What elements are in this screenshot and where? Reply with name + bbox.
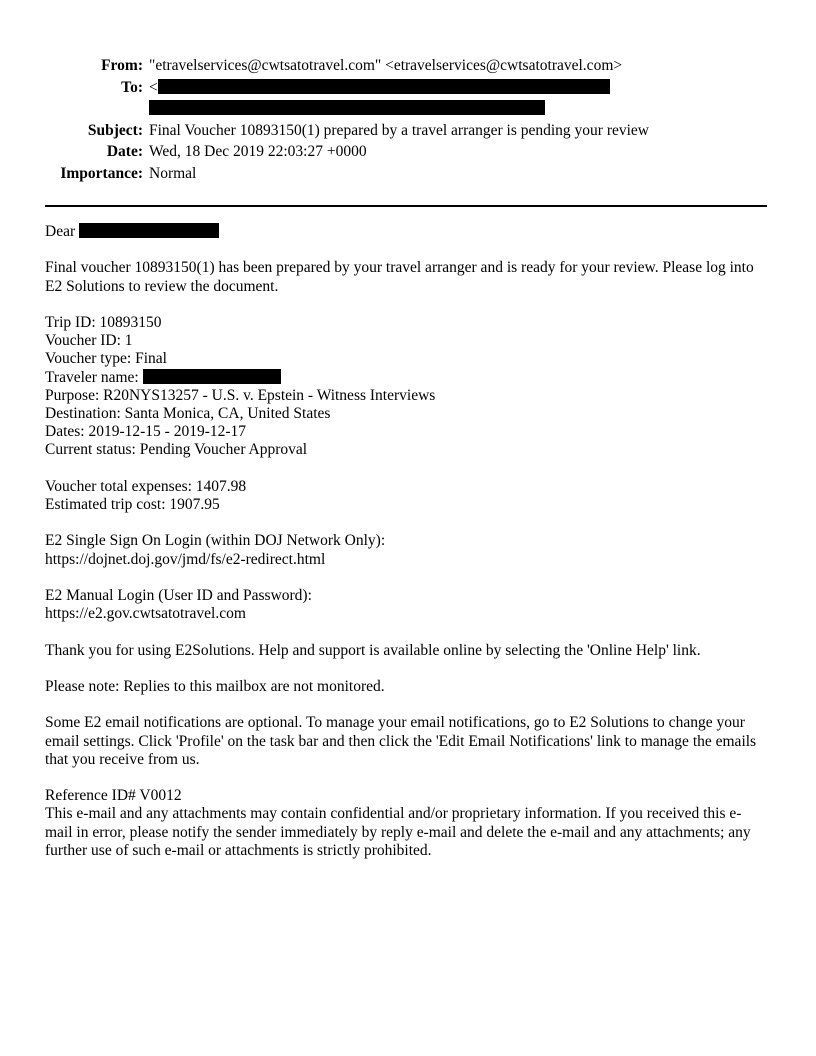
header-row-importance [45, 163, 767, 185]
destination-line: Destination: Santa Monica, CA, United States [45, 405, 331, 422]
to-redaction-bar-2 [149, 100, 545, 115]
manual-login-url: https://e2.gov.cwtsatotravel.com [45, 605, 246, 623]
header-row-subject [45, 120, 767, 142]
purpose-line: Purpose: R20NYS13257 - U.S. v. Epstein - Witness Interviews [45, 386, 436, 404]
to-redaction-bar-1 [158, 79, 610, 94]
header-row-to [45, 77, 767, 120]
greeting-redaction-bar [79, 223, 219, 238]
manual-login-block [45, 587, 767, 623]
sso-login-title: E2 Single Sign On Login (within DOJ Network Only): [45, 532, 386, 550]
manual-login-title: E2 Manual Login (User ID and Password): [45, 586, 312, 604]
sso-login-url: https://dojnet.doj.gov/jmd/fs/e2-redirect.html [45, 550, 326, 568]
reference-block [45, 787, 767, 860]
importance-label: Importance: [60, 164, 143, 182]
from-label: From: [101, 57, 143, 74]
traveler-name-redaction-bar [143, 369, 281, 384]
traveler-name-line [45, 369, 767, 387]
costs-block [45, 478, 767, 514]
trip-cost-line: Estimated trip cost: 1907.95 [45, 496, 220, 513]
reference-id-line: Reference ID# V0012 [45, 787, 182, 805]
disclaimer-text: This e-mail and any attachments may contain confidential and/or proprietary information. If you received this e-mail in error, please notify the sender immediately by reply e-mail and delete the e-mail and any attachments; any further use of such e-mail or attachments is strictly prohibited. [45, 805, 751, 859]
subject-label: Subject: [87, 121, 143, 139]
notifications-paragraph: Some E2 email notifications are optional. To manage your email notifications, go to E2 Solutions to change your email settings. Click 'Profile' on the task bar and then click the 'Edit Email Notifications' link to manage the emails that you receive from us. [45, 714, 757, 768]
to-label: To: [121, 78, 143, 96]
header-row-from [45, 55, 767, 77]
email-body [45, 223, 767, 860]
date-label: Date: [106, 143, 143, 160]
voucher-type-line: Voucher type: Final [45, 350, 167, 368]
greeting-line [45, 223, 767, 241]
greeting-text: Dear [45, 223, 76, 240]
from-value: "etravelservices@cwtsatotravel.com" <etravelservices@cwtsatotravel.com> [149, 57, 623, 74]
current-status-line: Current status: Pending Voucher Approval [45, 441, 308, 459]
email-header-block [45, 55, 767, 184]
importance-value: Normal [149, 164, 197, 182]
voucher-id-line: Voucher ID: 1 [45, 332, 133, 350]
traveler-name-label: Traveler name: [45, 368, 139, 386]
intro-paragraph: Final voucher 10893150(1) has been prepared by your travel arranger and is ready for your review. Please log into E2 Solutions to review the document. [45, 259, 754, 295]
note-paragraph: Please note: Replies to this mailbox are not monitored. [45, 677, 385, 695]
to-value-prefix: < [149, 78, 158, 96]
date-value: Wed, 18 Dec 2019 22:03:27 +0000 [149, 143, 367, 160]
sso-login-block [45, 532, 767, 568]
trip-details-block [45, 314, 767, 460]
voucher-total-line: Voucher total expenses: 1407.98 [45, 477, 247, 495]
to-value [143, 77, 767, 120]
subject-value: Final Voucher 10893150(1) prepared by a travel arranger is pending your review [149, 121, 650, 139]
header-divider [45, 205, 767, 207]
header-row-date [45, 141, 767, 163]
dates-line: Dates: 2019-12-15 - 2019-12-17 [45, 423, 247, 441]
thanks-paragraph: Thank you for using E2Solutions. Help and support is available online by selecting the 'Online Help' link. [45, 641, 701, 659]
trip-id-line: Trip ID: 10893150 [45, 313, 162, 331]
